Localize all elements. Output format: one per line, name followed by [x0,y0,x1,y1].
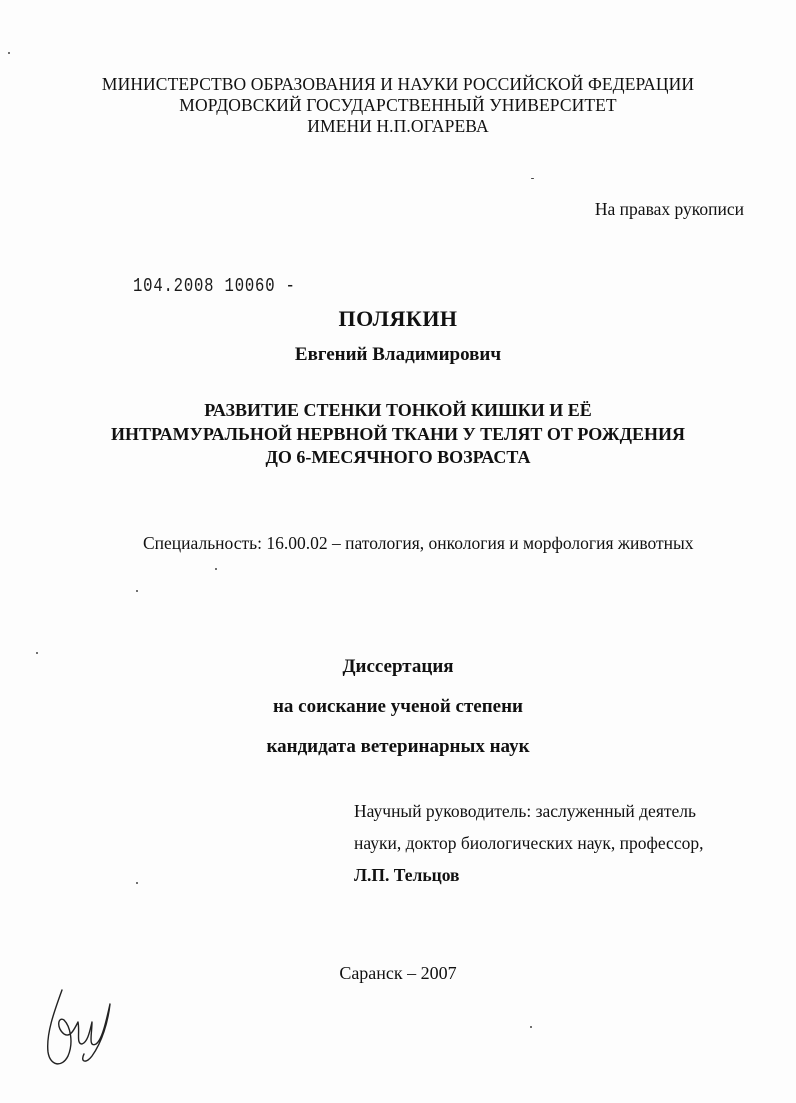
advisor-line-1: Научный руководитель: заслуженный деятель [354,801,696,821]
university-named-after: ИМЕНИ Н.П.ОГАРЕВА [307,116,489,136]
thesis-title-line-1: РАЗВИТИЕ СТЕНКИ ТОНКОЙ КИШКИ И ЕЁ [204,400,592,420]
author-surname: ПОЛЯКИН [338,306,458,331]
degree-line-2: на соискание ученой степени [272,696,523,717]
degree-line-3: кандидата ветеринарных наук [266,736,530,757]
thesis-title-line-3: ДО 6-МЕСЯЧНОГО ВОЗРАСТА [265,447,531,467]
scan-speck [530,1026,532,1028]
specialty: Специальность: 16.00.02 – патология, онкология и морфология животных [143,533,694,553]
thesis-title-line-2: ИНТРАМУРАЛЬНОЙ НЕРВНОЙ ТКАНИ У ТЕЛЯТ ОТ РОЖДЕНИЯ [110,424,685,444]
author-name: Евгений Владимирович [294,344,502,365]
degree-line-1: Диссертация [342,656,454,677]
scan-speck [136,590,138,592]
advisor-line-2: науки, доктор биологических наук, профессор, [354,833,704,853]
handwritten-signature [36,982,116,1072]
advisor-name: Л.П. Тельцов [354,865,460,885]
scan-speck [531,178,534,179]
scan-speck [8,52,10,54]
manuscript-note: На правах рукописи [594,199,744,219]
scan-speck [136,882,138,884]
scan-speck [36,652,38,654]
university-heading: МОРДОВСКИЙ ГОСУДАРСТВЕННЫЙ УНИВЕРСИТЕТ [179,95,617,115]
scan-speck [215,568,217,570]
place-year: Саранск – 2007 [339,963,457,983]
ministry-heading: МИНИСТЕРСТВО ОБРАЗОВАНИЯ И НАУКИ РОССИЙСКОЙ ФЕДЕРАЦИИ [101,74,695,94]
registration-stamp: 104.2008 10060 - [133,275,296,297]
